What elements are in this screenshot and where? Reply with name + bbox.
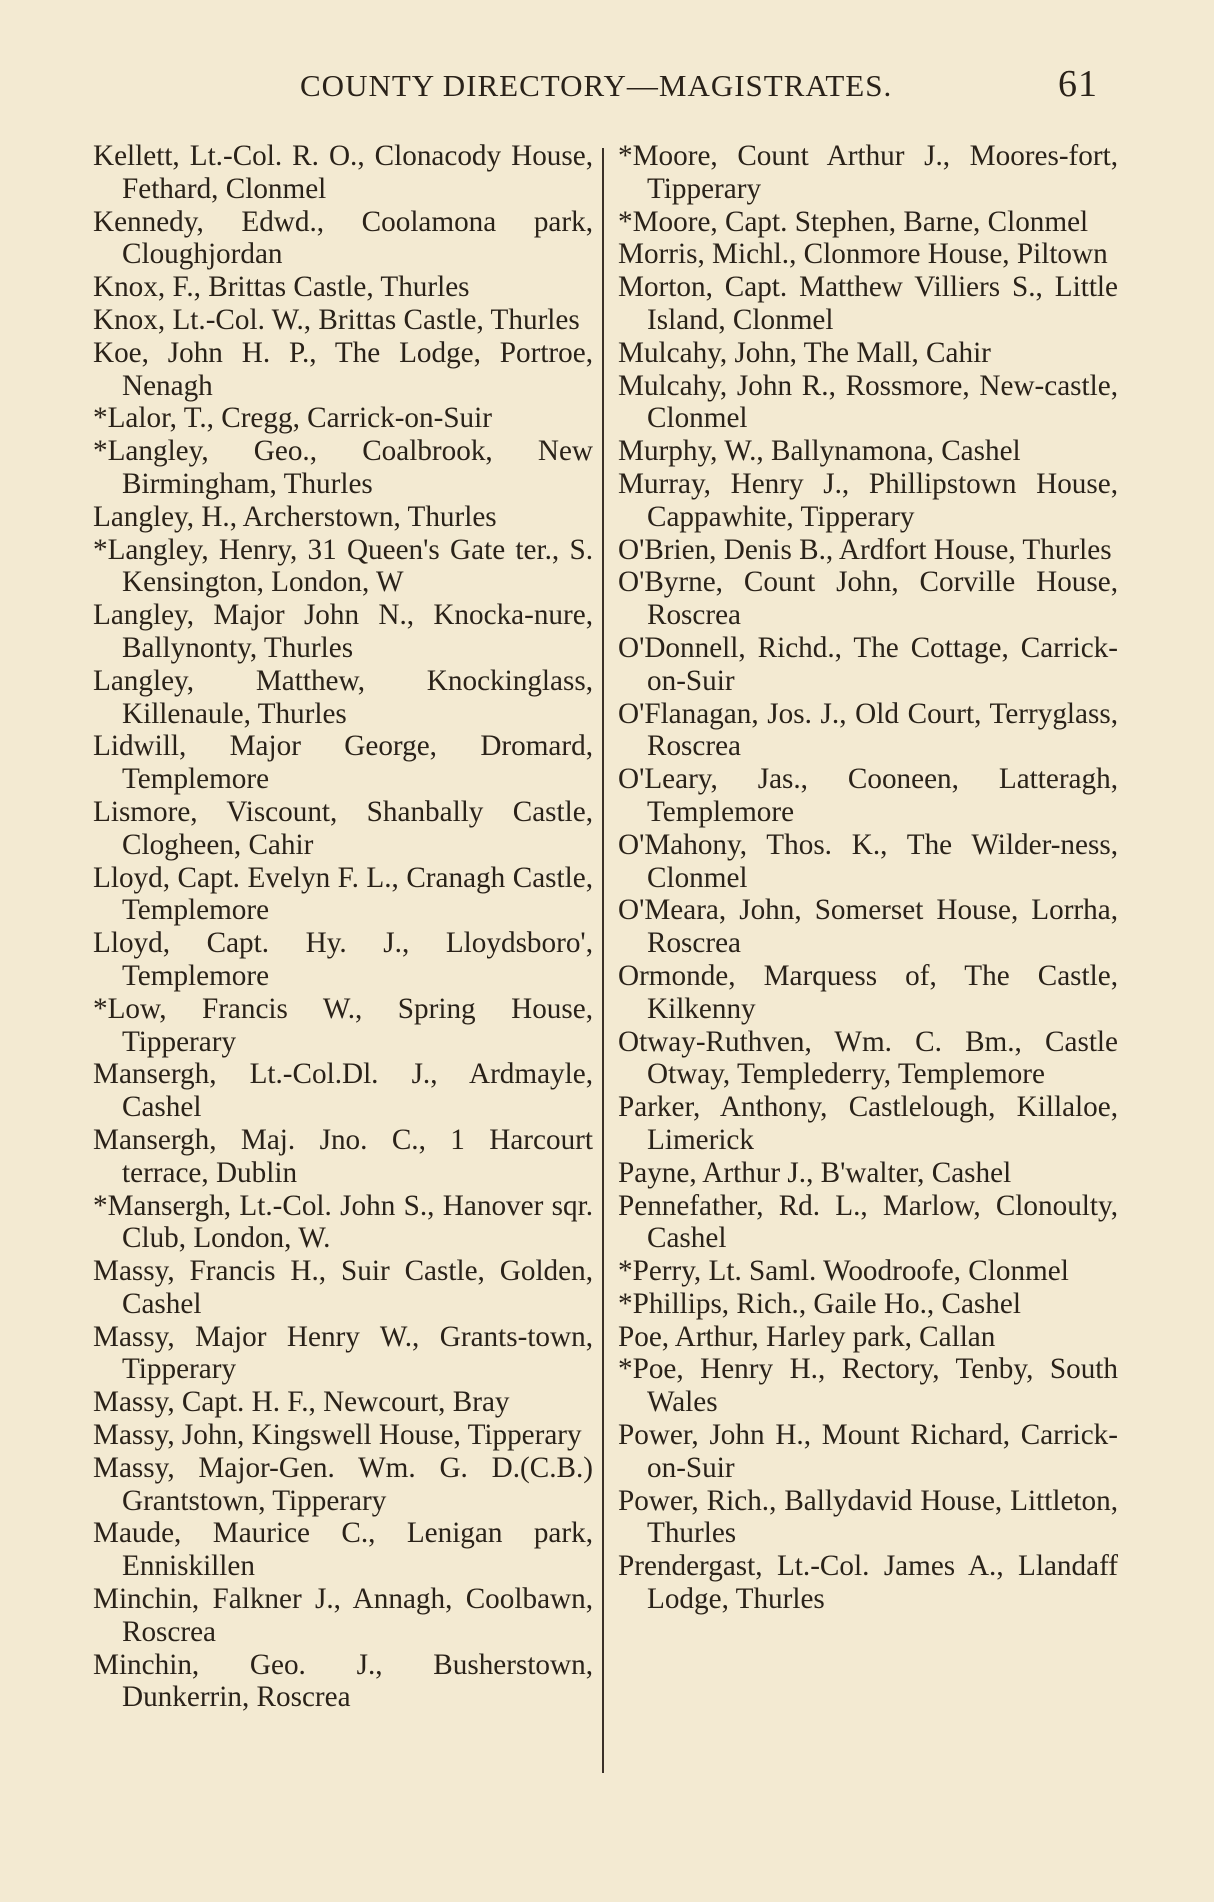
directory-entry: Ormonde, Marquess of, The Castle, Kilkenny (618, 959, 1118, 1025)
directory-entry: Payne, Arthur J., B'walter, Cashel (618, 1156, 1012, 1189)
directory-entry: Lloyd, Capt. Evelyn F. L., Cranagh Castle, Templemore (93, 861, 593, 927)
right-column (618, 140, 1118, 1616)
directory-entry: Minchin, Geo. J., Busherstown, Dunkerrin, Roscrea (93, 1648, 593, 1714)
directory-entry: Morris, Michl., Clonmore House, Piltown (618, 238, 1108, 271)
directory-entry: Massy, Capt. H. F., Newcourt, Bray (93, 1386, 510, 1419)
directory-entry: *Mansergh, Lt.-Col. John S., Hanover sqr. Club, London, W. (93, 1189, 593, 1255)
directory-entry: O'Meara, John, Somerset House, Lorrha, Roscrea (618, 894, 1118, 960)
directory-entry: Knox, Lt.-Col. W., Brittas Castle, Thurles (93, 303, 580, 336)
directory-entry: Massy, Major-Gen. Wm. G. D.(C.B.) Grantstown, Tipperary (93, 1451, 593, 1517)
directory-entry: Morton, Capt. Matthew Villiers S., Little Island, Clonmel (618, 271, 1118, 336)
directory-entry: Poe, Arthur, Harley park, Callan (618, 1320, 996, 1353)
directory-entry: *Langley, Geo., Coalbrook, New Birmingham, Thurles (93, 435, 593, 500)
directory-entry: *Poe, Henry H., Rectory, Tenby, South Wales (618, 1353, 1118, 1419)
directory-entry: Power, John H., Mount Richard, Carrick-on-Suir (618, 1419, 1118, 1484)
directory-entry: Langley, Matthew, Knockinglass, Killenaule, Thurles (93, 664, 593, 730)
directory-entry: *Moore, Count Arthur J., Moores-fort, Tipperary (618, 140, 1118, 205)
directory-entry: Murray, Henry J., Phillipstown House, Cappawhite, Tipperary (618, 467, 1118, 533)
directory-entry: Power, Rich., Ballydavid House, Littleton, Thurles (618, 1484, 1118, 1550)
directory-entry: Prendergast, Lt.-Col. James A., Llandaff Lodge, Thurles (618, 1550, 1118, 1616)
header-title: COUNTY DIRECTORY—MAGISTRATES. (300, 68, 893, 103)
directory-entry: O'Byrne, Count John, Corville House, Roscrea (618, 566, 1118, 632)
directory-entry: O'Mahony, Thos. K., The Wilder-ness, Clonmel (618, 828, 1118, 894)
directory-entry: O'Donnell, Richd., The Cottage, Carrick-on-Suir (618, 631, 1118, 697)
directory-entry: Koe, John H. P., The Lodge, Portroe, Nenagh (93, 336, 593, 402)
directory-entry: Murphy, W., Ballynamona, Cashel (618, 435, 1021, 468)
directory-entry: Pennefather, Rd. L., Marlow, Clonoulty, Cashel (618, 1189, 1118, 1255)
directory-entry: *Phillips, Rich., Gaile Ho., Cashel (618, 1287, 1021, 1320)
directory-entry: Mansergh, Maj. Jno. C., 1 Harcourt terrace, Dublin (93, 1123, 593, 1189)
directory-entry: Lidwill, Major George, Dromard, Templemore (93, 730, 593, 796)
directory-entry: *Perry, Lt. Saml. Woodroofe, Clonmel (618, 1255, 1069, 1288)
directory-entry: Knox, F., Brittas Castle, Thurles (93, 271, 470, 304)
directory-entry: Mulcahy, John, The Mall, Cahir (618, 336, 991, 369)
directory-entry: Mulcahy, John R., Rossmore, New-castle, Clonmel (618, 369, 1118, 435)
left-column (93, 140, 593, 1714)
directory-entry: Lismore, Viscount, Shanbally Castle, Clogheen, Cahir (93, 795, 593, 861)
directory-entry: Otway-Ruthven, Wm. C. Bm., Castle Otway, Templederry, Templemore (618, 1025, 1118, 1091)
directory-entry: *Langley, Henry, 31 Queen's Gate ter., S. Kensington, London, W (93, 533, 593, 599)
directory-entry: O'Leary, Jas., Cooneen, Latteragh, Templemore (618, 763, 1118, 828)
column-divider (602, 148, 604, 1773)
directory-entry: Maude, Maurice C., Lenigan park, Enniskillen (93, 1517, 593, 1583)
directory-entry: Langley, Major John N., Knocka-nure, Ballynonty, Thurles (93, 599, 593, 664)
directory-entry: Langley, H., Archerstown, Thurles (93, 500, 497, 533)
directory-entry: Lloyd, Capt. Hy. J., Lloydsboro', Templemore (93, 927, 593, 992)
page-number: 61 (1058, 63, 1098, 105)
directory-entry: *Moore, Capt. Stephen, Barne, Clonmel (618, 205, 1089, 238)
directory-entry: Parker, Anthony, Castlelough, Killaloe, Limerick (618, 1091, 1118, 1156)
directory-entry: Mansergh, Lt.-Col.Dl. J., Ardmayle, Cashel (93, 1058, 593, 1124)
directory-entry: Minchin, Falkner J., Annagh, Coolbawn, Roscrea (93, 1583, 593, 1648)
directory-entry: O'Flanagan, Jos. J., Old Court, Terryglass, Roscrea (618, 697, 1118, 763)
directory-entry: *Low, Francis W., Spring House, Tipperary (93, 992, 593, 1058)
directory-entry: Massy, Francis H., Suir Castle, Golden, Cashel (93, 1255, 593, 1320)
directory-entry: *Lalor, T., Cregg, Carrick-on-Suir (93, 402, 492, 435)
directory-entry: Massy, John, Kingswell House, Tipperary (93, 1419, 582, 1452)
directory-entry: O'Brien, Denis B., Ardfort House, Thurles (618, 533, 1112, 566)
directory-entry: Massy, Major Henry W., Grants-town, Tipperary (93, 1320, 593, 1386)
directory-entry: Kellett, Lt.-Col. R. O., Clonacody House, Fethard, Clonmel (93, 140, 593, 205)
running-header (290, 62, 1110, 112)
directory-entry: Kennedy, Edwd., Coolamona park, Cloughjordan (93, 205, 593, 271)
